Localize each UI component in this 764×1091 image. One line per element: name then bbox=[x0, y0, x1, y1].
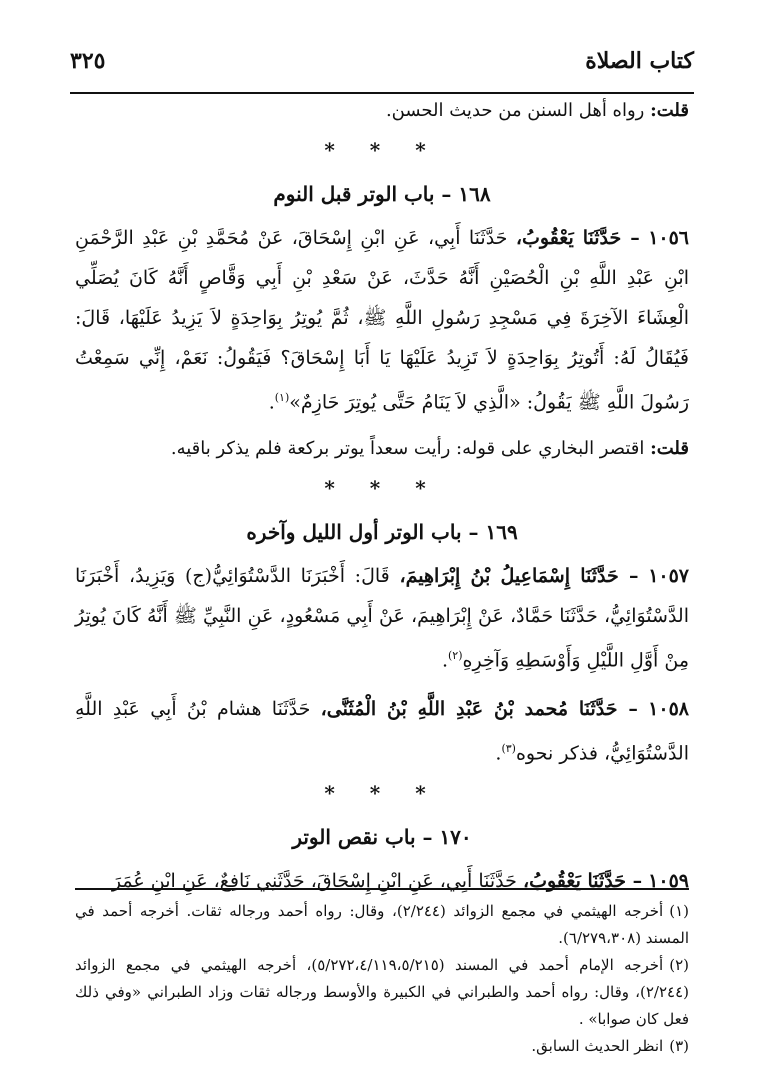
note-label: قلت: bbox=[650, 100, 689, 121]
footnote-3 bbox=[75, 1033, 689, 1060]
hadith-1057: ١٠٥٧ – حَدَّثَنَا إِسْمَاعِيلُ بْنُ إِبْرَاهِيمَ، قَالَ: أَخْبَرَنَا الدَّسْتُوَائِيُّ(ج) وَيَزِيدُ، أَخْبَرَنَا الدَّسْتُوَائِيُّ، حَدَّثَنَا حَمَّادٌ، عَنْ إِبْرَاهِيمَ، عَنْ أَبِي مَسْعُودٍ، عَنِ النَّبِيِّ ﷺ أَنَّهُ كَانَ يُوتِرُ مِنْ أَوَّلِ اللَّيْلِ وَأَوْسَطِهِ وَآخِرِهِ$^{(٢)}$. bbox=[75, 565, 690, 672]
footnote-ref: (٣) bbox=[501, 741, 516, 755]
footnote-number: (١) bbox=[669, 902, 689, 920]
chapter-heading-168: ١٦٨ – باب الوتر قبل النوم bbox=[273, 182, 491, 206]
footnote-number: (٣) bbox=[669, 1037, 689, 1055]
hadith-1056: ١٠٥٦ – حَدَّثَنَا يَعْقُوبُ، حَدَّثَنَا أَبِي، عَنِ ابْنِ إِسْحَاقَ، عَنْ مُحَمَّدِ بْنِ عَبْدِ الرَّحْمَنِ ابْنِ عَبْدِ اللَّهِ بْنِ الْحُصَيْنِ أَنَّهُ حَدَّثَ، عَنْ سَعْدِ بْنِ أَبِي وَقَّاصٍ أَنَّهُ كَانَ يُصَلِّي الْعِشَاءَ الآخِرَةَ فِي مَسْجِدِ رَسُولِ اللَّهِ ﷺ، ثُمَّ يُوتِرُ بِوَاحِدَةٍ لاَ يَزِيدُ عَلَيْهَا، قَالَ: فَيُقَالُ لَهُ: أَتُوتِرُ بِوَاحِدَةٍ لاَ تَزِيدُ عَلَيْهَا يَا أَبَا إِسْحَاقَ؟ فَيَقُولُ: نَعَمْ، إِنِّي سَمِعْتُ رَسُولَ اللَّهِ ﷺ يَقُولُ: «الَّذِي لاَ يَنَامُ حَتَّى يُوتِرَ حَازِمٌ»$^{(١)}$. bbox=[75, 227, 690, 414]
hadith-number: ١٠٥٨ bbox=[648, 697, 689, 720]
hadith-text: قَالَ: أَخْبَرَنَا الدَّسْتُوَائِيُّ(ج) وَيَزِيدُ، أَخْبَرَنَا الدَّسْتُوَائِيُّ، حَدَّثَنَا حَمَّادٌ، عَنْ إِبْرَاهِيمَ، عَنْ أَبِي مَسْعُودٍ، عَنِ النَّبِيِّ ﷺ أَنَّهُ كَانَ يُوتِرُ مِنْ أَوَّلِ اللَّيْلِ وَأَوْسَطِهِ وَآخِرِهِ bbox=[75, 565, 689, 672]
hadith-number: ١٠٥٧ bbox=[648, 565, 690, 588]
hadith-number: ١٠٥٦ bbox=[648, 227, 690, 249]
hadith-1058: ١٠٥٨ – حَدَّثَنَا مُحمد بْنُ عَبْدِ اللَّهِ بْنُ الْمُثَنَّى، حَدَّثَنَا هشام بْنُ أَبِي عَبْدِ اللَّهِ الدَّسْتُوَائِيُّ، فذكر نحوه$^{(٣)}$. bbox=[75, 697, 689, 764]
footnote-text: أخرجه الإمام أحمد في المسند (٥/٢٧٢،٤/١١٩،٥/٢١٥)، أخرجه الهيثمي في مجمع الزوائد (٢/٢٤٤)، وقال: رواه أحمد والطبراني في الكبيرة والأوسط ورجاله ثقات وزاد الطبراني «وفي ذلك فعل كان صوابا» . bbox=[75, 956, 689, 1028]
footnotes bbox=[75, 888, 689, 1060]
hadith-text: حَدَّثَنَا هشام بْنُ أَبِي عَبْدِ اللَّهِ الدَّسْتُوَائِيُّ، فذكر نحوه bbox=[75, 697, 689, 764]
page-number: ٣٢٥ bbox=[70, 48, 106, 74]
note-label: قلت: bbox=[650, 438, 689, 460]
hadith-lead: – حَدَّثَنَا يَعْقُوبُ، bbox=[515, 227, 640, 249]
page-header bbox=[70, 42, 694, 94]
note-text: رواه أهل السنن من حديث الحسن. bbox=[385, 100, 645, 121]
note-1 bbox=[75, 92, 689, 130]
footnote-1 bbox=[75, 898, 689, 952]
note-text: اقتصر البخاري على قوله: رأيت سعداً يوتر بركعة فلم يذكر باقيه. bbox=[170, 438, 645, 460]
hadith-lead: – حَدَّثَنَا إِسْمَاعِيلُ بْنُ إِبْرَاهِيمَ، bbox=[399, 565, 639, 588]
separator-stars: * * * bbox=[324, 476, 440, 501]
hadith-number: ١٠٥٩ bbox=[648, 869, 689, 892]
hadith-lead: – حَدَّثَنَا مُحمد بْنُ عَبْدِ اللَّهِ بْنُ الْمُثَنَّى، bbox=[320, 697, 638, 720]
separator-stars: * * * bbox=[324, 780, 440, 805]
chapter-heading-169: ١٦٩ – باب الوتر أول الليل وآخره bbox=[246, 520, 518, 545]
note-2 bbox=[75, 430, 689, 468]
separator-stars: * * * bbox=[324, 138, 440, 162]
footnote-text: انظر الحديث السابق. bbox=[531, 1037, 664, 1055]
main-text bbox=[75, 92, 689, 901]
hadith-text: حَدَّثَنَا أَبِي، عَنِ ابْنِ إِسْحَاقَ، عَنْ مُحَمَّدِ بْنِ عَبْدِ الرَّحْمَنِ ابْنِ عَبْدِ اللَّهِ بْنِ الْحُصَيْنِ أَنَّهُ حَدَّثَ، عَنْ سَعْدِ بْنِ أَبِي وَقَّاصٍ أَنَّهُ كَانَ يُصَلِّي الْعِشَاءَ الآخِرَةَ فِي مَسْجِدِ رَسُولِ اللَّهِ ﷺ، ثُمَّ يُوتِرُ بِوَاحِدَةٍ لاَ يَزِيدُ عَلَيْهَا، قَالَ: فَيُقَالُ لَهُ: أَتُوتِرُ بِوَاحِدَةٍ لاَ تَزِيدُ عَلَيْهَا يَا أَبَا إِسْحَاقَ؟ فَيَقُولُ: نَعَمْ، إِنِّي سَمِعْتُ رَسُولَ اللَّهِ ﷺ يَقُولُ: «الَّذِي لاَ يَنَامُ حَتَّى يُوتِرَ حَازِمٌ» bbox=[75, 227, 689, 414]
footnote-ref: (١) bbox=[274, 391, 290, 404]
running-title: كتاب الصلاة bbox=[585, 48, 694, 74]
footnote-ref: (٢) bbox=[447, 649, 463, 663]
footnote-text: أخرجه الهيثمي في مجمع الزوائد (٢/٢٤٤)، وقال: رواه أحمد ورجاله ثقات. أخرجه أحمد في المسند (٦/٢٧٩،٣٠٨). bbox=[75, 902, 689, 947]
footnote-number: (٢) bbox=[669, 956, 689, 974]
hadith-lead: – حَدَّثَنَا يَعْقُوبُ، bbox=[522, 869, 643, 892]
hadith-text: حَدَّثَنَا أَبِي، عَنِ ابْنِ إِسْحَاقَ، حَدَّثَنِي نَافِعٌ، عَنِ ابْنِ عُمَرَ bbox=[111, 869, 517, 892]
footnote-2 bbox=[75, 952, 689, 1033]
chapter-heading-170: ١٧٠ – باب نقص الوتر bbox=[292, 824, 472, 849]
